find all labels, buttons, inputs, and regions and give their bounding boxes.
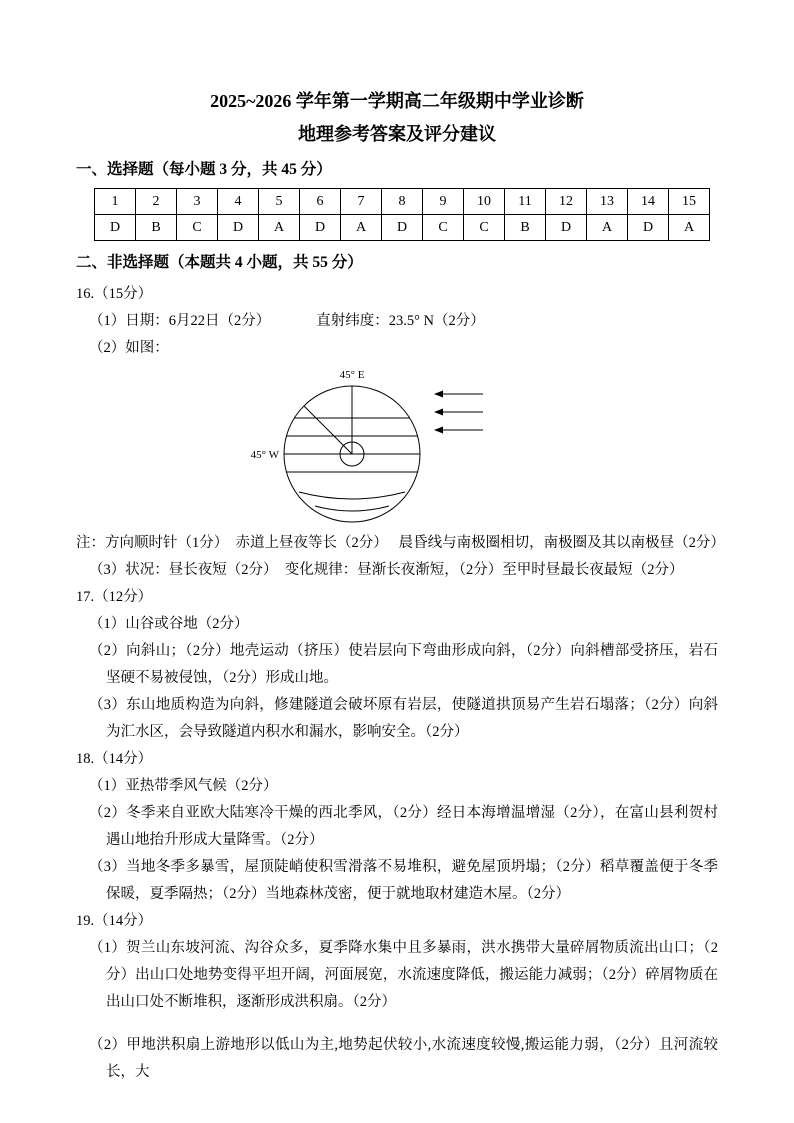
mcq-answer-cell: C: [177, 215, 218, 241]
q16-item-2: （2）如图：: [89, 340, 169, 356]
mcq-number-cell: 8: [382, 189, 423, 215]
mcq-answer-cell: D: [300, 215, 341, 241]
q16-item-3: （3）状况：昼长夜短（2分） 变化规律：昼渐长夜渐短，（2分）至甲时昼最长夜最短（2分）: [89, 562, 684, 578]
mcq-number-row: [95, 189, 710, 215]
mcq-number-cell: 5: [259, 189, 300, 215]
mcq-answer-cell: A: [259, 215, 300, 241]
q17-item-3: （3）东山地质构造为向斜，修建隧道会破坏原有岩层，使隧道拱顶易产生岩石塌落；（2分）向斜为汇水区，会导致隧道内积水和漏水，影响安全。（2分）: [89, 697, 718, 740]
q17-item-1: （1）山谷或谷地（2分）: [89, 616, 249, 632]
q18-item-1: （1）亚热带季风气候（2分）: [89, 778, 278, 794]
mcq-number-cell: 10: [464, 189, 505, 215]
q19-item-2: （2）甲地洪积扇上游地形以低山为主,地势起伏较小,水流速度较慢,搬运能力弱，（2分）且河流较长，大: [89, 1037, 718, 1080]
mcq-answer-row: [95, 215, 710, 241]
q16-header: 16.（15分）: [76, 286, 153, 302]
section2-heading: 二、非选择题（本题共 4 小题，共 55 分）: [76, 254, 363, 271]
page-title: 2025~2026 学年第一学期高二年级期中学业诊断: [210, 91, 584, 111]
mcq-answer-table: [94, 188, 710, 241]
mcq-number-cell: 7: [341, 189, 382, 215]
mcq-number-cell: 13: [587, 189, 628, 215]
mcq-number-cell: 15: [669, 189, 710, 215]
polar-view-diagram: [237, 366, 487, 526]
mcq-number-cell: 12: [546, 189, 587, 215]
q16-note: 注：方向顺时针（1分） 赤道上昼夜等长（2分） 晨昏线与南极圈相切，南极圈及其以南极昼（2分）: [76, 535, 725, 551]
mcq-answer-cell: D: [628, 215, 669, 241]
mcq-answer-cell: D: [382, 215, 423, 241]
mcq-answer-cell: B: [136, 215, 177, 241]
q18-header: 18.（14分）: [76, 751, 153, 767]
q19-item-1: （1）贺兰山东坡河流、沟谷众多，夏季降水集中且多暴雨，洪水携带大量碎屑物质流出山口；（2分）出山口处地势变得平坦开阔，河面展宽，水流速度降低，搬运能力减弱；（2分）碎屑物质在出山口处不断堆积，逐渐形成洪积扇。（2分）: [89, 940, 718, 1010]
q16-date-answer: （1）日期：6月22日（2分）: [89, 313, 271, 329]
q18-item-3: （3）当地冬季多暴雪，屋顶陡峭使积雪滑落不易堆积，避免屋顶坍塌；（2分）稻草覆盖便于冬季保暖，夏季隔热；（2分）当地森林茂密，便于就地取材建造木屋。（2分）: [89, 859, 718, 902]
latitude-arc: [299, 492, 405, 499]
q17-header: 17.（12分）: [76, 589, 153, 605]
meridian-line-45w: [304, 406, 352, 454]
latitude-arc: [315, 506, 389, 511]
mcq-answer-cell: B: [505, 215, 546, 241]
mcq-number-cell: 11: [505, 189, 546, 215]
diagram-label-45e: 45° E: [339, 369, 365, 381]
mcq-answer-cell: D: [218, 215, 259, 241]
mcq-answer-cell: D: [95, 215, 136, 241]
section1-heading: 一、选择题（每小题 3 分，共 45 分）: [76, 161, 332, 178]
mcq-answer-cell: C: [464, 215, 505, 241]
q17-item-2: （2）向斜山；（2分）地壳运动（挤压）使岩层向下弯曲形成向斜，（2分）向斜槽部受挤压，岩石坚硬不易被侵蚀，（2分）形成山地。: [89, 643, 718, 686]
mcq-number-cell: 2: [136, 189, 177, 215]
mcq-number-cell: 1: [95, 189, 136, 215]
mcq-answer-cell: C: [423, 215, 464, 241]
mcq-number-cell: 4: [218, 189, 259, 215]
page-subtitle: 地理参考答案及评分建议: [298, 124, 496, 144]
mcq-answer-cell: A: [341, 215, 382, 241]
q16-latitude-answer: 直射纬度：23.5° N（2分）: [316, 313, 485, 329]
mcq-number-cell: 9: [423, 189, 464, 215]
q16-item-1: [89, 308, 718, 335]
mcq-number-cell: 14: [628, 189, 669, 215]
mcq-number-cell: 6: [300, 189, 341, 215]
q19-header: 19.（14分）: [76, 913, 153, 929]
mcq-number-cell: 3: [177, 189, 218, 215]
mcq-answer-cell: A: [587, 215, 628, 241]
diagram-label-45w: 45° W: [250, 449, 279, 461]
q18-item-2: （2）冬季来自亚欧大陆寒冷干燥的西北季风，（2分）经日本海增温增湿（2分），在富山县利贺村遇山地抬升形成大量降雪。（2分）: [89, 805, 718, 848]
mcq-answer-cell: A: [669, 215, 710, 241]
mcq-answer-cell: D: [546, 215, 587, 241]
